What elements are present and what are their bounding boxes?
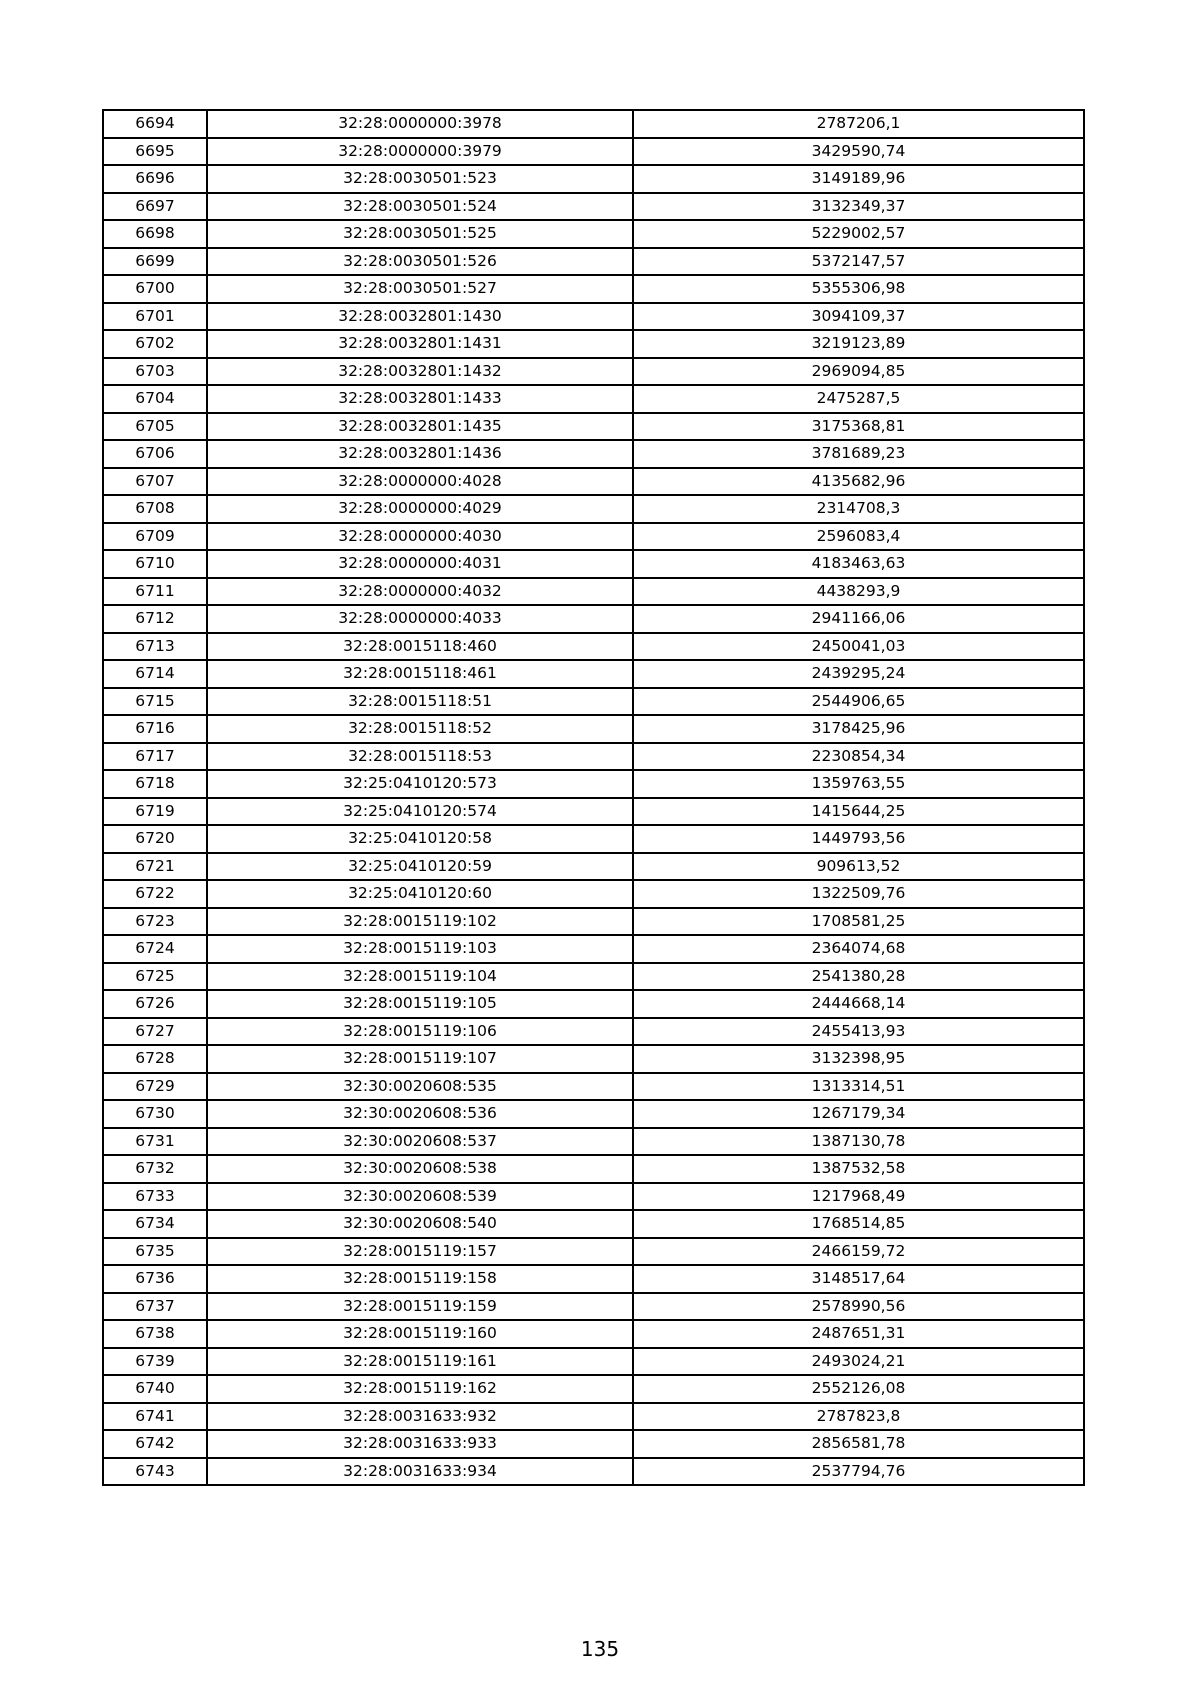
table-row bbox=[103, 1430, 1084, 1458]
table-body bbox=[103, 110, 1084, 1485]
value-cell: 2596083,4 bbox=[633, 523, 1084, 551]
table-row bbox=[103, 715, 1084, 743]
row-number-cell: 6713 bbox=[103, 633, 207, 661]
row-number-cell: 6722 bbox=[103, 880, 207, 908]
row-number-cell: 6705 bbox=[103, 413, 207, 441]
cadastral-number-cell: 32:28:0032801:1436 bbox=[207, 440, 633, 468]
table-row bbox=[103, 660, 1084, 688]
row-number-cell: 6721 bbox=[103, 853, 207, 881]
table-row bbox=[103, 990, 1084, 1018]
table-row bbox=[103, 1073, 1084, 1101]
table-row bbox=[103, 743, 1084, 771]
row-number-cell: 6716 bbox=[103, 715, 207, 743]
row-number-cell: 6714 bbox=[103, 660, 207, 688]
value-cell: 2537794,76 bbox=[633, 1458, 1084, 1486]
cadastral-number-cell: 32:28:0000000:3979 bbox=[207, 138, 633, 166]
table-row bbox=[103, 963, 1084, 991]
row-number-cell: 6742 bbox=[103, 1430, 207, 1458]
row-number-cell: 6733 bbox=[103, 1183, 207, 1211]
value-cell: 1322509,76 bbox=[633, 880, 1084, 908]
row-number-cell: 6740 bbox=[103, 1375, 207, 1403]
cadastral-number-cell: 32:25:0410120:58 bbox=[207, 825, 633, 853]
table-row bbox=[103, 633, 1084, 661]
row-number-cell: 6723 bbox=[103, 908, 207, 936]
cadastral-number-cell: 32:30:0020608:537 bbox=[207, 1128, 633, 1156]
cadastral-number-cell: 32:28:0000000:3978 bbox=[207, 110, 633, 138]
row-number-cell: 6739 bbox=[103, 1348, 207, 1376]
table-row bbox=[103, 330, 1084, 358]
cadastral-number-cell: 32:28:0000000:4028 bbox=[207, 468, 633, 496]
value-cell: 2493024,21 bbox=[633, 1348, 1084, 1376]
cadastral-number-cell: 32:28:0000000:4029 bbox=[207, 495, 633, 523]
value-cell: 2856581,78 bbox=[633, 1430, 1084, 1458]
cadastral-number-cell: 32:28:0000000:4033 bbox=[207, 605, 633, 633]
table-row bbox=[103, 138, 1084, 166]
table-row bbox=[103, 1320, 1084, 1348]
row-number-cell: 6694 bbox=[103, 110, 207, 138]
table-row bbox=[103, 193, 1084, 221]
cadastral-number-cell: 32:28:0015119:104 bbox=[207, 963, 633, 991]
table-row bbox=[103, 1210, 1084, 1238]
value-cell: 2787823,8 bbox=[633, 1403, 1084, 1431]
cadastral-number-cell: 32:30:0020608:536 bbox=[207, 1100, 633, 1128]
table-row bbox=[103, 275, 1084, 303]
row-number-cell: 6701 bbox=[103, 303, 207, 331]
row-number-cell: 6698 bbox=[103, 220, 207, 248]
value-cell: 3178425,96 bbox=[633, 715, 1084, 743]
cadastral-number-cell: 32:28:0031633:933 bbox=[207, 1430, 633, 1458]
cadastral-number-cell: 32:25:0410120:573 bbox=[207, 770, 633, 798]
table-row bbox=[103, 385, 1084, 413]
row-number-cell: 6741 bbox=[103, 1403, 207, 1431]
row-number-cell: 6729 bbox=[103, 1073, 207, 1101]
cadastral-number-cell: 32:28:0015119:102 bbox=[207, 908, 633, 936]
value-cell: 5229002,57 bbox=[633, 220, 1084, 248]
value-cell: 1449793,56 bbox=[633, 825, 1084, 853]
table-row bbox=[103, 1100, 1084, 1128]
row-number-cell: 6720 bbox=[103, 825, 207, 853]
table-row bbox=[103, 770, 1084, 798]
cadastral-number-cell: 32:28:0015118:52 bbox=[207, 715, 633, 743]
cadastral-number-cell: 32:28:0015118:460 bbox=[207, 633, 633, 661]
cadastral-number-cell: 32:28:0032801:1433 bbox=[207, 385, 633, 413]
table-row bbox=[103, 248, 1084, 276]
cadastral-number-cell: 32:25:0410120:60 bbox=[207, 880, 633, 908]
table-row bbox=[103, 413, 1084, 441]
table-row bbox=[103, 1265, 1084, 1293]
table-row bbox=[103, 523, 1084, 551]
value-cell: 4438293,9 bbox=[633, 578, 1084, 606]
table-row bbox=[103, 358, 1084, 386]
row-number-cell: 6715 bbox=[103, 688, 207, 716]
value-cell: 2455413,93 bbox=[633, 1018, 1084, 1046]
cadastral-number-cell: 32:28:0032801:1430 bbox=[207, 303, 633, 331]
value-cell: 2544906,65 bbox=[633, 688, 1084, 716]
cadastral-number-cell: 32:28:0031633:932 bbox=[207, 1403, 633, 1431]
row-number-cell: 6743 bbox=[103, 1458, 207, 1486]
table-row bbox=[103, 468, 1084, 496]
row-number-cell: 6731 bbox=[103, 1128, 207, 1156]
cadastral-number-cell: 32:28:0015118:53 bbox=[207, 743, 633, 771]
table-row bbox=[103, 1238, 1084, 1266]
row-number-cell: 6730 bbox=[103, 1100, 207, 1128]
value-cell: 2439295,24 bbox=[633, 660, 1084, 688]
value-cell: 1313314,51 bbox=[633, 1073, 1084, 1101]
cadastral-number-cell: 32:28:0000000:4032 bbox=[207, 578, 633, 606]
value-cell: 2466159,72 bbox=[633, 1238, 1084, 1266]
table-row bbox=[103, 688, 1084, 716]
value-cell: 2969094,85 bbox=[633, 358, 1084, 386]
value-cell: 2450041,03 bbox=[633, 633, 1084, 661]
row-number-cell: 6719 bbox=[103, 798, 207, 826]
table-row bbox=[103, 110, 1084, 138]
row-number-cell: 6695 bbox=[103, 138, 207, 166]
cadastral-number-cell: 32:28:0015118:461 bbox=[207, 660, 633, 688]
cadastral-number-cell: 32:25:0410120:574 bbox=[207, 798, 633, 826]
cadastral-number-cell: 32:28:0000000:4030 bbox=[207, 523, 633, 551]
value-cell: 5372147,57 bbox=[633, 248, 1084, 276]
value-cell: 909613,52 bbox=[633, 853, 1084, 881]
row-number-cell: 6711 bbox=[103, 578, 207, 606]
cadastral-number-cell: 32:30:0020608:539 bbox=[207, 1183, 633, 1211]
cadastral-number-cell: 32:28:0015119:103 bbox=[207, 935, 633, 963]
value-cell: 3781689,23 bbox=[633, 440, 1084, 468]
row-number-cell: 6718 bbox=[103, 770, 207, 798]
value-cell: 2364074,68 bbox=[633, 935, 1084, 963]
value-cell: 2541380,28 bbox=[633, 963, 1084, 991]
cadastral-number-cell: 32:28:0030501:525 bbox=[207, 220, 633, 248]
table-row bbox=[103, 578, 1084, 606]
row-number-cell: 6736 bbox=[103, 1265, 207, 1293]
cadastral-number-cell: 32:28:0015119:107 bbox=[207, 1045, 633, 1073]
row-number-cell: 6707 bbox=[103, 468, 207, 496]
table-row bbox=[103, 1458, 1084, 1486]
value-cell: 1217968,49 bbox=[633, 1183, 1084, 1211]
cadastral-number-cell: 32:25:0410120:59 bbox=[207, 853, 633, 881]
table-row bbox=[103, 550, 1084, 578]
row-number-cell: 6735 bbox=[103, 1238, 207, 1266]
row-number-cell: 6712 bbox=[103, 605, 207, 633]
value-cell: 1415644,25 bbox=[633, 798, 1084, 826]
row-number-cell: 6717 bbox=[103, 743, 207, 771]
value-cell: 1387532,58 bbox=[633, 1155, 1084, 1183]
table-row bbox=[103, 495, 1084, 523]
row-number-cell: 6710 bbox=[103, 550, 207, 578]
table-row bbox=[103, 908, 1084, 936]
cadastral-number-cell: 32:28:0015119:162 bbox=[207, 1375, 633, 1403]
value-cell: 2578990,56 bbox=[633, 1293, 1084, 1321]
table-row bbox=[103, 605, 1084, 633]
cadastral-number-cell: 32:28:0030501:526 bbox=[207, 248, 633, 276]
row-number-cell: 6699 bbox=[103, 248, 207, 276]
cadastral-number-cell: 32:30:0020608:538 bbox=[207, 1155, 633, 1183]
table-row bbox=[103, 1155, 1084, 1183]
value-cell: 3219123,89 bbox=[633, 330, 1084, 358]
row-number-cell: 6738 bbox=[103, 1320, 207, 1348]
value-cell: 2314708,3 bbox=[633, 495, 1084, 523]
value-cell: 3429590,74 bbox=[633, 138, 1084, 166]
cadastral-number-cell: 32:30:0020608:540 bbox=[207, 1210, 633, 1238]
row-number-cell: 6704 bbox=[103, 385, 207, 413]
value-cell: 1267179,34 bbox=[633, 1100, 1084, 1128]
page-number: 135 bbox=[580, 1637, 620, 1661]
row-number-cell: 6697 bbox=[103, 193, 207, 221]
value-cell: 3175368,81 bbox=[633, 413, 1084, 441]
value-cell: 2552126,08 bbox=[633, 1375, 1084, 1403]
table-row bbox=[103, 165, 1084, 193]
table-row bbox=[103, 798, 1084, 826]
table-row bbox=[103, 1348, 1084, 1376]
table-row bbox=[103, 1403, 1084, 1431]
cadastral-number-cell: 32:28:0015118:51 bbox=[207, 688, 633, 716]
row-number-cell: 6703 bbox=[103, 358, 207, 386]
value-cell: 3094109,37 bbox=[633, 303, 1084, 331]
table-row bbox=[103, 825, 1084, 853]
row-number-cell: 6702 bbox=[103, 330, 207, 358]
value-cell: 5355306,98 bbox=[633, 275, 1084, 303]
value-cell: 2941166,06 bbox=[633, 605, 1084, 633]
table-row bbox=[103, 853, 1084, 881]
cadastral-number-cell: 32:28:0015119:105 bbox=[207, 990, 633, 1018]
table-row bbox=[103, 220, 1084, 248]
value-cell: 4135682,96 bbox=[633, 468, 1084, 496]
row-number-cell: 6725 bbox=[103, 963, 207, 991]
row-number-cell: 6728 bbox=[103, 1045, 207, 1073]
cadastral-number-cell: 32:28:0032801:1435 bbox=[207, 413, 633, 441]
row-number-cell: 6696 bbox=[103, 165, 207, 193]
table-row bbox=[103, 935, 1084, 963]
row-number-cell: 6737 bbox=[103, 1293, 207, 1321]
value-cell: 3148517,64 bbox=[633, 1265, 1084, 1293]
table-row bbox=[103, 1183, 1084, 1211]
cadastral-number-cell: 32:30:0020608:535 bbox=[207, 1073, 633, 1101]
cadastral-number-cell: 32:28:0015119:161 bbox=[207, 1348, 633, 1376]
row-number-cell: 6732 bbox=[103, 1155, 207, 1183]
value-cell: 3149189,96 bbox=[633, 165, 1084, 193]
cadastral-number-cell: 32:28:0030501:523 bbox=[207, 165, 633, 193]
row-number-cell: 6726 bbox=[103, 990, 207, 1018]
value-cell: 2487651,31 bbox=[633, 1320, 1084, 1348]
cadastral-number-cell: 32:28:0015119:106 bbox=[207, 1018, 633, 1046]
value-cell: 1359763,55 bbox=[633, 770, 1084, 798]
row-number-cell: 6706 bbox=[103, 440, 207, 468]
cadastral-number-cell: 32:28:0000000:4031 bbox=[207, 550, 633, 578]
value-cell: 3132349,37 bbox=[633, 193, 1084, 221]
value-cell: 3132398,95 bbox=[633, 1045, 1084, 1073]
cadastral-number-cell: 32:28:0015119:159 bbox=[207, 1293, 633, 1321]
value-cell: 2230854,34 bbox=[633, 743, 1084, 771]
row-number-cell: 6734 bbox=[103, 1210, 207, 1238]
cadastral-number-cell: 32:28:0031633:934 bbox=[207, 1458, 633, 1486]
cadastral-number-cell: 32:28:0015119:158 bbox=[207, 1265, 633, 1293]
cadastral-number-cell: 32:28:0030501:524 bbox=[207, 193, 633, 221]
table-row bbox=[103, 1293, 1084, 1321]
cadastral-number-cell: 32:28:0030501:527 bbox=[207, 275, 633, 303]
table-row bbox=[103, 440, 1084, 468]
value-cell: 4183463,63 bbox=[633, 550, 1084, 578]
row-number-cell: 6724 bbox=[103, 935, 207, 963]
data-table bbox=[102, 109, 1085, 1486]
table-row bbox=[103, 303, 1084, 331]
value-cell: 1387130,78 bbox=[633, 1128, 1084, 1156]
table-row bbox=[103, 1018, 1084, 1046]
cadastral-number-cell: 32:28:0015119:157 bbox=[207, 1238, 633, 1266]
value-cell: 1768514,85 bbox=[633, 1210, 1084, 1238]
cadastral-number-cell: 32:28:0032801:1431 bbox=[207, 330, 633, 358]
value-cell: 2787206,1 bbox=[633, 110, 1084, 138]
value-cell: 2444668,14 bbox=[633, 990, 1084, 1018]
row-number-cell: 6727 bbox=[103, 1018, 207, 1046]
row-number-cell: 6700 bbox=[103, 275, 207, 303]
table-row bbox=[103, 1375, 1084, 1403]
table-row bbox=[103, 1128, 1084, 1156]
row-number-cell: 6708 bbox=[103, 495, 207, 523]
row-number-cell: 6709 bbox=[103, 523, 207, 551]
value-cell: 1708581,25 bbox=[633, 908, 1084, 936]
cadastral-number-cell: 32:28:0032801:1432 bbox=[207, 358, 633, 386]
cadastral-number-cell: 32:28:0015119:160 bbox=[207, 1320, 633, 1348]
value-cell: 2475287,5 bbox=[633, 385, 1084, 413]
table-row bbox=[103, 880, 1084, 908]
table-row bbox=[103, 1045, 1084, 1073]
